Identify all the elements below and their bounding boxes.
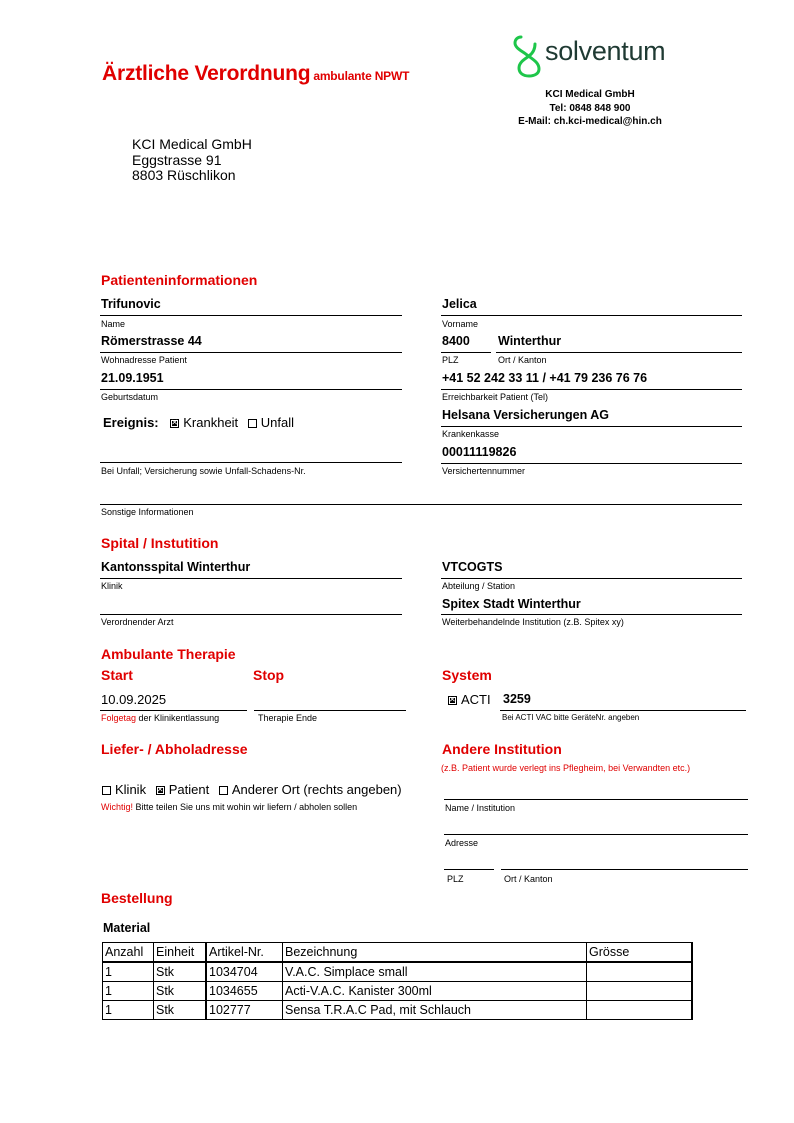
- column-header-anzahl: Anzahl: [103, 943, 154, 963]
- institution-plz-label: PLZ: [447, 874, 464, 884]
- field-line: [100, 315, 402, 316]
- therapy-start-title: Start: [101, 667, 133, 683]
- option-label-patient: Patient: [168, 782, 210, 797]
- recipient-address: [132, 137, 252, 184]
- checkbox-unfall[interactable]: [248, 419, 257, 428]
- table-row: [103, 1001, 693, 1020]
- document-title: [102, 62, 409, 86]
- field-line: [100, 614, 402, 615]
- checkbox-acti[interactable]: [448, 696, 457, 705]
- solventum-logo-icon: [512, 34, 544, 78]
- patient-birthdate-value[interactable]: 21.09.1951: [101, 371, 164, 385]
- material-title: Material: [103, 921, 151, 935]
- cell-anzahl[interactable]: 1: [103, 1001, 154, 1020]
- clinic-label: Klinik: [101, 581, 123, 591]
- insured-number-label: Versichertennummer: [442, 466, 526, 476]
- institution-plz-field-line[interactable]: [444, 869, 494, 870]
- checkbox-krankheit[interactable]: [170, 419, 179, 428]
- contact-block: [500, 88, 680, 129]
- delivery-note-rest: Bitte teilen Sie uns mit wohin wir liefern / abholen sollen: [133, 802, 358, 812]
- checkbox-anderer-ort[interactable]: [219, 786, 228, 795]
- patient-ort-value[interactable]: Winterthur: [498, 334, 562, 348]
- accident-label: Bei Unfall; Versicherung sowie Unfall-Schadens-Nr.: [101, 466, 306, 476]
- start-label-highlight: Folgetag: [101, 713, 137, 723]
- column-header-bezeichnung: Bezeichnung: [283, 943, 587, 963]
- cell-artikel-nr[interactable]: 1034704: [206, 962, 283, 982]
- title-main: Ärztliche Verordnung: [102, 62, 311, 85]
- recipient-line: 8803 Rüschlikon: [132, 167, 236, 183]
- field-line: [441, 463, 742, 464]
- institution-address-label: Adresse: [445, 838, 479, 848]
- follow-up-label: Weiterbehandelnde Institution (z.B. Spitex xy): [442, 617, 624, 627]
- cell-bezeichnung[interactable]: Acti-V.A.C. Kanister 300ml: [283, 982, 587, 1001]
- therapy-stop-title: Stop: [253, 667, 285, 683]
- doctor-label: Verordnender Arzt: [101, 617, 174, 627]
- patient-vorname-label: Vorname: [442, 319, 479, 329]
- logo-wordmark: solventum: [545, 36, 666, 66]
- field-line: [441, 426, 742, 427]
- delivery-options: [102, 782, 402, 797]
- patient-plz-label: PLZ: [442, 355, 459, 365]
- checkbox-klinik[interactable]: [102, 786, 111, 795]
- option-label-anderer-ort: Anderer Ort (rechts angeben): [231, 782, 402, 797]
- cell-groesse[interactable]: [587, 962, 693, 982]
- institution-name-field-line[interactable]: [444, 799, 748, 800]
- patient-phone-value[interactable]: +41 52 242 33 11 / +41 79 236 76 76: [442, 371, 648, 385]
- field-line: [100, 389, 402, 390]
- cell-anzahl[interactable]: 1: [103, 962, 154, 982]
- column-header-artikel-nr: Artikel-Nr.: [206, 943, 283, 963]
- contact-company: KCI Medical GmbH: [545, 89, 635, 100]
- field-line: [100, 578, 402, 579]
- option-label-klinik: Klinik: [115, 782, 147, 797]
- cell-bezeichnung[interactable]: V.A.C. Simplace small: [283, 962, 587, 982]
- cell-groesse[interactable]: [587, 982, 693, 1001]
- follow-up-value[interactable]: Spitex Stadt Winterthur: [442, 597, 581, 611]
- field-line: [500, 710, 746, 711]
- section-title-order: Bestellung: [101, 890, 173, 906]
- section-title-hospital: Spital / Instutition: [101, 535, 219, 551]
- material-table: [102, 942, 693, 1020]
- department-value[interactable]: VTCOGTS: [442, 560, 503, 574]
- table-header-row: [103, 943, 693, 963]
- field-line: [441, 389, 742, 390]
- insured-number-value[interactable]: 00011119826: [442, 445, 517, 459]
- other-info-label: Sonstige Informationen: [101, 507, 194, 517]
- cell-bezeichnung[interactable]: Sensa T.R.A.C Pad, mit Schlauch: [283, 1001, 587, 1020]
- cell-artikel-nr[interactable]: 1034655: [206, 982, 283, 1001]
- patient-plz-value[interactable]: 8400: [442, 334, 470, 348]
- system-title: System: [442, 667, 492, 683]
- checkbox-patient[interactable]: [156, 786, 165, 795]
- device-number-value[interactable]: 3259: [503, 692, 531, 706]
- field-line: [441, 614, 742, 615]
- patient-birthdate-label: Geburtsdatum: [101, 392, 159, 402]
- patient-vorname-value[interactable]: Jelica: [442, 297, 477, 311]
- event-label: Ereignis:: [103, 415, 159, 430]
- column-header-groesse: Grösse: [587, 943, 693, 963]
- cell-einheit[interactable]: Stk: [154, 1001, 207, 1020]
- patient-address-value[interactable]: Römerstrasse 44: [101, 334, 202, 348]
- institution-ort-label: Ort / Kanton: [504, 874, 553, 884]
- title-subtitle: ambulante NPWT: [313, 69, 410, 83]
- therapy-start-label: [101, 713, 219, 723]
- institution-name-label: Name / Institution: [445, 803, 516, 813]
- section-title-other-institution: Andere Institution: [442, 741, 562, 757]
- patient-name-label: Name: [101, 319, 126, 329]
- section-title-therapy: Ambulante Therapie: [101, 646, 236, 662]
- option-label-acti: ACTI: [461, 692, 491, 707]
- institution-address-field-line[interactable]: [444, 834, 748, 835]
- accident-field-line[interactable]: [100, 462, 402, 463]
- field-line: [496, 352, 742, 353]
- department-label: Abteilung / Station: [442, 581, 516, 591]
- other-institution-hint: (z.B. Patient wurde verlegt ins Pflegheim, bei Verwandten etc.): [441, 763, 691, 773]
- delivery-note: [101, 802, 357, 812]
- field-line: [441, 578, 742, 579]
- contact-email: E-Mail: ch.kci-medical@hin.ch: [518, 116, 662, 127]
- clinic-value[interactable]: Kantonsspital Winterthur: [101, 560, 251, 574]
- system-option: [448, 692, 491, 707]
- patient-name-value[interactable]: Trifunovic: [101, 297, 161, 311]
- cell-artikel-nr[interactable]: 102777: [206, 1001, 283, 1020]
- patient-phone-label: Erreichbarkeit Patient (Tel): [442, 392, 549, 402]
- recipient-line: Eggstrasse 91: [132, 151, 222, 168]
- field-line: [441, 315, 742, 316]
- event-selector: [103, 415, 294, 430]
- section-title-patient: Patienteninformationen: [101, 272, 258, 288]
- device-label: Bei ACTI VAC bitte GeräteNr. angeben: [502, 713, 640, 722]
- column-header-einheit: Einheit: [154, 943, 207, 963]
- cell-anzahl[interactable]: 1: [103, 982, 154, 1001]
- cell-groesse[interactable]: [587, 1001, 693, 1020]
- field-line: [441, 352, 491, 353]
- therapy-stop-label: Therapie Ende: [258, 713, 318, 723]
- insurance-value[interactable]: Helsana Versicherungen AG: [442, 408, 609, 422]
- cell-einheit[interactable]: Stk: [154, 982, 207, 1001]
- institution-ort-field-line[interactable]: [501, 869, 748, 870]
- contact-phone: Tel: 0848 848 900: [549, 102, 631, 114]
- section-title-delivery: Liefer- / Abholadresse: [101, 741, 248, 757]
- field-line: [100, 352, 402, 353]
- cell-einheit[interactable]: Stk: [154, 962, 207, 982]
- other-info-field-line[interactable]: [100, 504, 742, 505]
- option-label-unfall: Unfall: [260, 415, 295, 430]
- patient-address-label: Wohnadresse Patient: [101, 355, 187, 365]
- start-label-rest: der Klinikentlassung: [136, 713, 220, 723]
- table-row: [103, 962, 693, 982]
- option-label-krankheit: Krankheit: [183, 415, 239, 430]
- therapy-stop-field-line[interactable]: [254, 710, 406, 711]
- therapy-start-value[interactable]: 10.09.2025: [101, 692, 167, 707]
- field-line: [100, 710, 247, 711]
- insurance-label: Krankenkasse: [442, 429, 500, 439]
- patient-ort-label: Ort / Kanton: [498, 355, 547, 365]
- table-row: [103, 982, 693, 1001]
- delivery-note-highlight: Wichtig!: [101, 802, 134, 812]
- recipient-line: KCI Medical GmbH: [132, 136, 252, 152]
